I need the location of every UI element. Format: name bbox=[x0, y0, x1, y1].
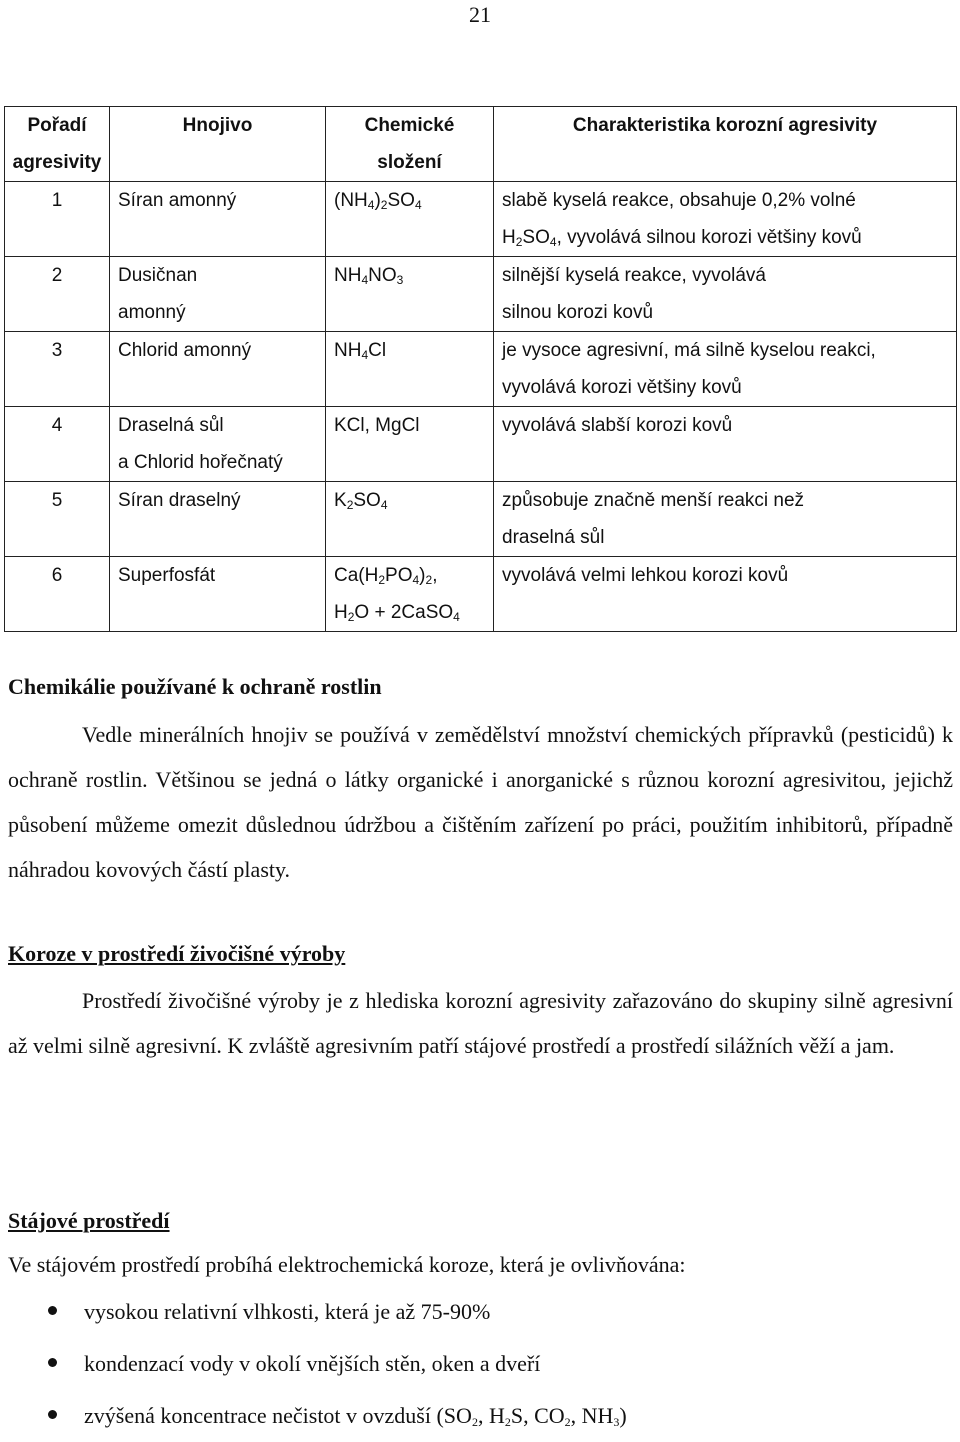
table-cell-rank: 1 bbox=[5, 182, 110, 257]
header-rank-line2: agresivity bbox=[12, 152, 102, 173]
table-cell-rank: 6 bbox=[5, 557, 110, 632]
list-item bbox=[8, 1286, 953, 1338]
section-stable bbox=[8, 1198, 953, 1442]
table-row bbox=[5, 182, 957, 257]
table-cell-rank: 4 bbox=[5, 407, 110, 482]
table-cell-chemical: $(NH_4)_2SO_4$ bbox=[326, 182, 494, 257]
table-cell-rank: 5 bbox=[5, 482, 110, 557]
page-number: 21 bbox=[469, 2, 491, 27]
table-cell-characteristic: vyvolává slabší korozi kovů bbox=[494, 407, 957, 482]
section-chemicals-title: Chemikálie používané k ochraně rostlin bbox=[8, 674, 382, 699]
section-livestock-title: Koroze v prostředí živočišné výroby bbox=[8, 941, 346, 966]
header-characteristic: Charakteristika korozní agresivity bbox=[494, 107, 957, 182]
header-chemical bbox=[326, 107, 494, 182]
table-cell-characteristic: silnější kyselá reakce, vyvolává silnou korozi kovů bbox=[494, 257, 957, 332]
table-cell-rank: 2 bbox=[5, 257, 110, 332]
bullet-icon bbox=[48, 1358, 57, 1367]
header-chem-line2: složení bbox=[377, 152, 442, 173]
list-item-text: vysokou relativní vlhkosti, která je až 75-90% bbox=[84, 1299, 491, 1324]
header-rank-line1: Pořadí bbox=[27, 115, 87, 136]
table-cell-chemical: $NH_4Cl$ bbox=[326, 332, 494, 407]
table-cell-fertilizer: Dusičnan amonný bbox=[110, 257, 326, 332]
table-cell-chemical: $K_2SO_4$ bbox=[326, 482, 494, 557]
header-chem-line1: Chemické bbox=[364, 115, 455, 136]
corrosion-table bbox=[4, 106, 957, 632]
table-cell-characteristic: slabě kyselá reakce, obsahuje 0,2% volné $H_2SO_4$, vyvolává silnou korozi většiny kovů bbox=[494, 182, 957, 257]
table-body bbox=[5, 182, 957, 632]
table-cell-fertilizer: Superfosfát bbox=[110, 557, 326, 632]
table-cell-chemical: KCl, MgCl bbox=[326, 407, 494, 482]
table-row bbox=[5, 482, 957, 557]
list-item-text: kondenzací vody v okolí vnějších stěn, oken a dveří bbox=[84, 1351, 541, 1376]
section-stable-intro: Ve stájovém prostředí probíhá elektrochemická koroze, která je ovlivňována: bbox=[8, 1252, 686, 1277]
table-cell-characteristic: způsobuje značně menší reakci než draselná sůl bbox=[494, 482, 957, 557]
table-cell-fertilizer: Síran draselný bbox=[110, 482, 326, 557]
section-chemicals-text: Vedle minerálních hnojiv se používá v zemědělství množství chemických přípravků (pesticidů) k ochraně rostlin. Většinou se jedná o látky organické i anorganické s různou korozní agresivitou, jejichž působení můžeme omezit důslednou údržbou a čištěním zařízení po práci, použitím inhibitorů, případně náhradou kovových částí plasty. bbox=[8, 722, 953, 882]
table-row bbox=[5, 557, 957, 632]
list-item bbox=[8, 1390, 953, 1442]
table-cell-characteristic: je vysoce agresivní, má silně kyselou reakci, vyvolává korozi většiny kovů bbox=[494, 332, 957, 407]
list-item-text: zvýšená koncentrace nečistot v ovzduší ($SO_2$, $H_2S$, $CO_2$, $NH_3$) bbox=[84, 1403, 627, 1429]
section-chemicals bbox=[8, 662, 953, 892]
table-cell-fertilizer: Chlorid amonný bbox=[110, 332, 326, 407]
header-fertilizer: Hnojivo bbox=[110, 107, 326, 182]
table-cell-fertilizer: Draselná sůl a Chlorid hořečnatý bbox=[110, 407, 326, 482]
table-cell-characteristic: vyvolává velmi lehkou korozi kovů bbox=[494, 557, 957, 632]
table-header-row bbox=[5, 107, 957, 182]
table-row bbox=[5, 257, 957, 332]
table-cell-chemical: $Ca(H_2PO_4)_2$, $H_2O$ + 2CaSO$_4$ bbox=[326, 557, 494, 632]
header-rank bbox=[5, 107, 110, 182]
table-cell-chemical: $NH_4NO_3$ bbox=[326, 257, 494, 332]
table-row bbox=[5, 332, 957, 407]
section-livestock bbox=[8, 930, 953, 1068]
table-cell-fertilizer: Síran amonný bbox=[110, 182, 326, 257]
section-livestock-text: Prostředí živočišné výroby je z hlediska korozní agresivity zařazováno do skupiny silně agresivní až velmi silně agresivní. K zvláště agresivním patří stájové prostředí a prostředí silážních věží a jam. bbox=[8, 988, 953, 1058]
bullet-icon bbox=[48, 1306, 57, 1315]
table-row bbox=[5, 407, 957, 482]
bullet-icon bbox=[48, 1410, 57, 1419]
list-item bbox=[8, 1338, 953, 1390]
section-stable-title: Stájové prostředí bbox=[8, 1208, 170, 1233]
table-cell-rank: 3 bbox=[5, 332, 110, 407]
